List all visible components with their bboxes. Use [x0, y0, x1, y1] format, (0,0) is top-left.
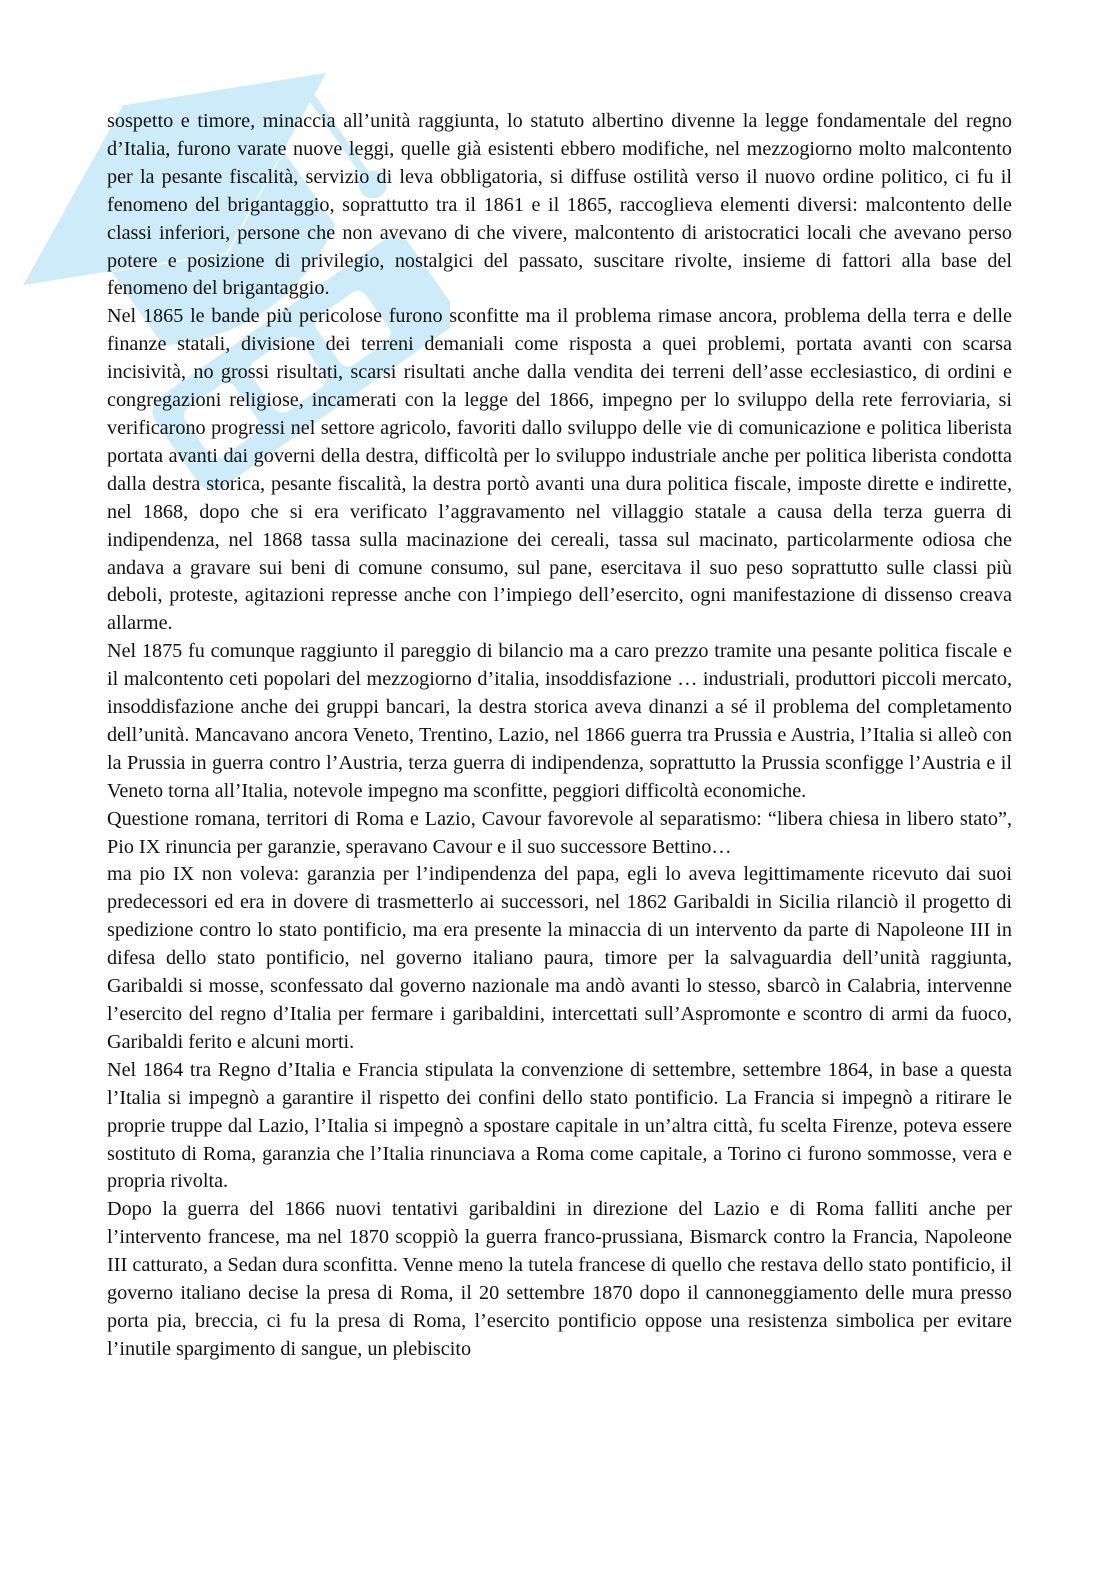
paragraph-pio-ix: ma pio IX non voleva: garanzia per l’indipendenza del papa, egli lo aveva legittimamente ricevuto dai suoi predecessori ed era in dovere di trasmetterlo ai successori, nel 1862 Garibaldi in Sicilia rilanciò il progetto di spedizione contro lo stato pontificio, ma era presente la minaccia di un intervento da parte di Napoleone III in difesa dello stato pontificio, nel governo italiano paura, timore per la salvaguardia dell’unità raggiunta, Garibaldi si mosse, sconfessato dal governo nazionale ma andò avanti lo stesso, sbarcò in Calabria, intervenne l’esercito del regno d’Italia per fermare i garibaldini, intercettati sull’Aspromonte e scontro di armi da fuoco, Garibaldi ferito e alcuni morti.	[107, 863, 1012, 1053]
paragraph-questione-romana: Questione romana, territori di Roma e Lazio, Cavour favorevole al separatismo: “libera chiesa in libero stato”, Pio IX rinuncia per garanzie, speravano Cavour e il suo successore Bettino…	[107, 807, 1012, 858]
document-body	[107, 108, 1012, 1364]
paragraph-1875: Nel 1875 fu comunque raggiunto il pareggio di bilancio ma a caro prezzo tramite una pesante politica fiscale e il malcontento ceti popolari del mezzogiorno d’italia, insoddisfazione … industriali, produttori piccoli mercato, insoddisfazione anche dei gruppi bancari, la destra storica aveva dinanzi a sé il problema del completamento dell’unità. Mancavano ancora Veneto, Trentino, Lazio, nel 1866 guerra tra Prussia e Austria, l’Italia si alleò con la Prussia in guerra contro l’Austria, terza guerra di indipendenza, soprattutto la Prussia sconfigge l’Austria e il Veneto torna all’Italia, notevole impegno ma sconfitte, peggiori difficoltà economiche.	[107, 640, 1012, 802]
paragraph-brigantaggio: sospetto e timore, minaccia all’unità raggiunta, lo statuto albertino divenne la legge fondamentale del regno d’Italia, furono varate nuove leggi, quelle già esistenti ebbero modifiche, nel mezzogiorno molto malcontento per la pesante fiscalità, servizio di leva obbligatoria, si diffuse ostilità verso il nuovo ordine politico, ci fu il fenomeno del brigantaggio, soprattutto tra il 1861 e il 1865, raccoglieva elementi diversi: malcontento delle classi inferiori, persone che non avevano di che vivere, malcontento di aristocratici locali che avevano perso potere e posizione di privilegio, nostalgici del passato, suscitare rivolte, insieme di fattori alla base del fenomeno del brigantaggio.	[107, 110, 1012, 300]
paragraph-1865: Nel 1865 le bande più pericolose furono sconfitte ma il problema rimase ancora, problema della terra e delle finanze statali, divisione dei terreni demaniali come risposta a quei problemi, portata avanti con scarsa incisività, no grossi risultati, scarsi risultati anche dalla vendita dei terreni dell’asse ecclesiastico, di ordini e congregazioni religiose, incamerati con la legge del 1866, impegno per lo sviluppo della rete ferroviaria, si verificarono progressi nel settore agricolo, favoriti dallo sviluppo delle vie di comunicazione e politica liberista portata avanti dai governi della destra, difficoltà per lo sviluppo industriale anche per politica liberista condotta dalla destra storica, pesante fiscalità, la destra portò avanti una dura politica fiscale, imposte dirette e indirette, nel 1868, dopo che si era verificato l’aggravamento nel villaggio statale a causa della terza guerra di indipendenza, nel 1868 tassa sulla macinazione dei cereali, tassa sul macinato, particolarmente odiosa che andava a gravare sui beni di comune consumo, sul pane, esercitava il suo peso soprattutto sulle classi più deboli, proteste, agitazioni represse anche con l’impiego dell’esercito, ogni manifestazione di dissenso creava allarme.	[107, 305, 1012, 635]
paragraph-1870: Dopo la guerra del 1866 nuovi tentativi garibaldini in direzione del Lazio e di Roma falliti anche per l’intervento francese, ma nel 1870 scoppiò la guerra franco-prussiana, Bismarck contro la Francia, Napoleone III catturato, a Sedan dura sconfitta. Venne meno la tutela francese di quello che restava dello stato pontificio, il governo italiano decise la presa di Roma, il 20 settembre 1870 dopo il cannoneggiamento delle mura presso porta pia, breccia, ci fu la presa di Roma, l’esercito pontificio oppose una resistenza simbolica per evitare l’inutile spargimento di sangue, un plebiscito	[107, 1198, 1012, 1360]
paragraph-1864: Nel 1864 tra Regno d’Italia e Francia stipulata la convenzione di settembre, settembre 1864, in base a questa l’Italia si impegnò a garantire il rispetto dei confini dello stato pontificio. La Francia si impegnò a ritirare le proprie truppe dal Lazio, l’Italia si impegnò a spostare capitale in un’altra città, fu scelta Firenze, poteva essere sostituto di Roma, garanzia che l’Italia rinunciava a Roma come capitale, a Torino ci furono sommosse, vera e propria rivolta.	[107, 1058, 1012, 1193]
